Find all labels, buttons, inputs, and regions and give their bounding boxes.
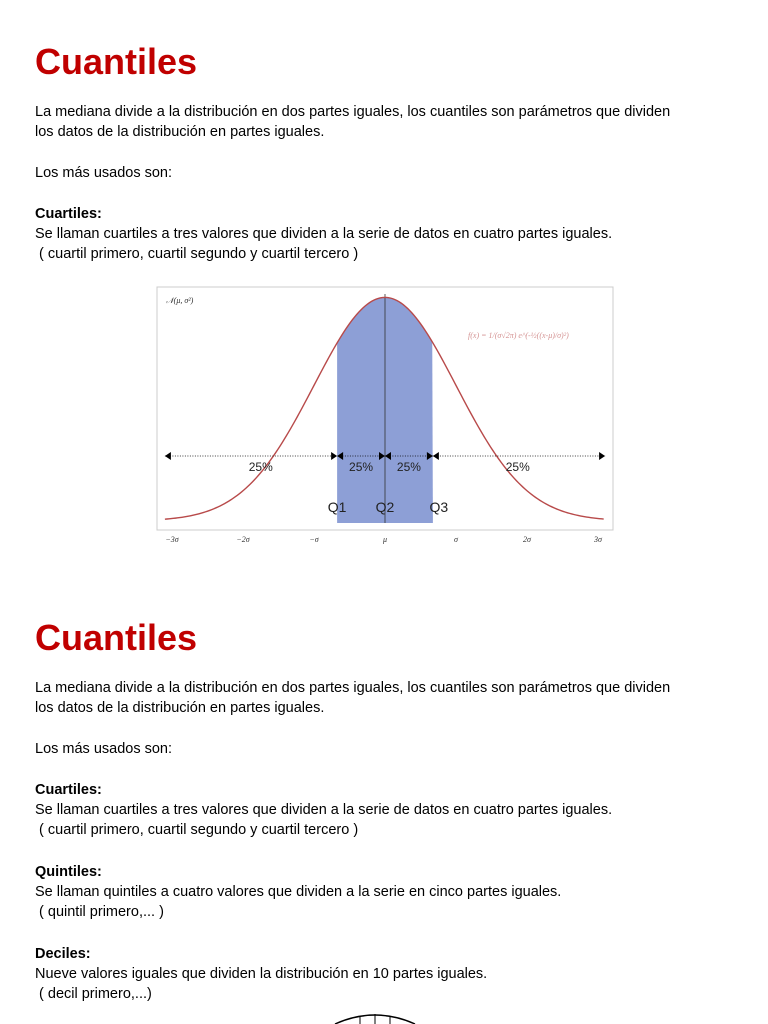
x-tick-label: μ [382, 535, 388, 544]
quintiles-section [35, 862, 735, 922]
x-tick-label: 3σ [594, 535, 602, 544]
intro-text [35, 102, 735, 142]
cuartiles-line-1: Se llaman cuartiles a tres valores que dividen a la serie de datos en cuatro partes iguales. [35, 226, 613, 242]
quartile-label: Q1 [327, 499, 347, 515]
normal-distribution-chart [150, 280, 620, 550]
chart-corner-label: 𝒩(μ, σ²) [166, 296, 194, 305]
percent-label: 25% [349, 460, 374, 474]
intro-line-1: La mediana divide a la distribución en dos partes iguales, los cuantiles son parámetros que dividen [35, 680, 671, 696]
x-tick-label: −2σ [236, 535, 250, 544]
percent-label: 25% [396, 460, 421, 474]
most-used-text-2: Los más usados son: [35, 741, 173, 757]
intro-line-1: La mediana divide a la distribución en dos partes iguales, los cuantiles son parámetros que dividen [35, 104, 671, 120]
intro-text-2 [35, 678, 735, 718]
x-tick-label: −σ [309, 535, 319, 544]
page-title-2: Cuantiles [35, 617, 198, 658]
x-tick-label: σ [454, 535, 458, 544]
x-tick-label: −3σ [165, 535, 179, 544]
deciles-section [35, 944, 735, 1004]
quartile-label: Q2 [375, 499, 395, 515]
intro-line-2: los datos de la distribución en partes iguales. [35, 124, 325, 140]
quartile-label: Q3 [429, 499, 449, 515]
x-tick-label: 2σ [523, 535, 531, 544]
cuartiles-heading: Cuartiles: [35, 782, 102, 798]
most-used-text: Los más usados son: [35, 165, 173, 181]
partial-figure [330, 1012, 420, 1024]
deciles-line-1: Nueve valores iguales que dividen la distribución en 10 partes iguales. [35, 966, 488, 982]
cuartiles-line-2: ( cuartil primero, cuartil segundo y cuartil tercero ) [35, 822, 359, 838]
deciles-heading: Deciles: [35, 946, 91, 962]
quintiles-line-1: Se llaman quintiles a cuatro valores que dividen a la serie en cinco partes iguales. [35, 884, 562, 900]
cuartiles-line-1: Se llaman cuartiles a tres valores que dividen a la serie de datos en cuatro partes iguales. [35, 802, 613, 818]
page-title: Cuantiles [35, 41, 198, 82]
percent-label: 25% [505, 460, 530, 474]
cuartiles-section [35, 204, 735, 264]
deciles-line-2: ( decil primero,...) [35, 986, 152, 1002]
quintiles-heading: Quintiles: [35, 864, 102, 880]
cuartiles-heading: Cuartiles: [35, 206, 102, 222]
cuartiles-line-2: ( cuartil primero, cuartil segundo y cuartil tercero ) [35, 246, 359, 262]
percent-label: 25% [248, 460, 273, 474]
chart-formula: f(x) = 1/(σ√2π) e^(-½((x-μ)/σ)²) [468, 331, 569, 340]
quintiles-line-2: ( quintil primero,... ) [35, 904, 164, 920]
cuartiles-section-2 [35, 780, 735, 840]
intro-line-2: los datos de la distribución en partes iguales. [35, 700, 325, 716]
